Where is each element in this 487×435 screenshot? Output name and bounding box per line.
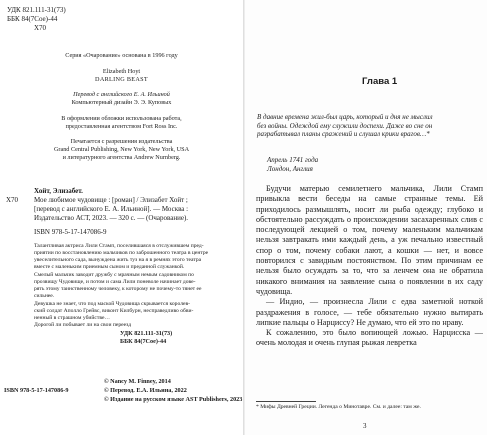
isbn-bottom: ISBN 978-5-17-147086-9 <box>4 387 69 394</box>
body-paragraph: К сожалению, это было вопиющей ложью. Нарцисска — очень молодая и очень глупая рыжая левретка <box>256 328 483 348</box>
page-number: 3 <box>363 422 367 430</box>
annotation-line: увеселительного сада, вынуждена жить туз на я в ремнях этого театра <box>34 257 202 263</box>
epigraph-line: В давние времена жил-был царь, который и дня не мыслил <box>257 113 433 121</box>
annotation-line: ненный в страшном убийстве… <box>34 315 111 321</box>
annotation-line: Дорогой ли побывает ли на свои переезд <box>34 322 132 328</box>
annotation-line: сильнее. <box>34 293 55 299</box>
isbn-catalog: ISBN 978-5-17-147086-9 <box>34 228 107 236</box>
udk-code-repeat: УДК 821.111-31(73) <box>120 330 173 337</box>
epigraph <box>257 113 479 139</box>
catalog-author: Хойт, Элизабет. <box>34 187 83 195</box>
place-line: Лондон, Англия <box>267 165 313 173</box>
bbk-code-repeat: ББК 84(7Сое)-44 <box>120 338 167 345</box>
catalog-line-2: Мое любимое чудовище : [роман] / Элизабет Хойт ; <box>34 196 188 204</box>
original-author: Elizabeth Hoyt <box>102 68 141 75</box>
annotation-line: рять этому таинственному человеку, к которому не почему-то тянет ее <box>34 286 202 292</box>
annotation-line: Девушка не знает, что под маской Чудовища скрывается королев- <box>34 301 190 307</box>
copyright-line: © Издание на русском языке AST Publishers, 2023 <box>104 396 243 403</box>
copyright-line: © Перевод. Е.А. Ильина, 2022 <box>104 387 187 394</box>
illustration-note-2: предоставленная агентством Fort Ross Inc. <box>65 123 178 130</box>
chapter-body <box>256 184 483 349</box>
illustration-note-1: В оформлении обложки использована работа, <box>61 115 182 122</box>
footnote: * Мифы Древней Греции. Легенда о Минотавре. См. и далее: там же. <box>256 404 421 410</box>
annotation-line: прозвищу Чудовище, и потом и сама Лили поневоле начинает дове- <box>34 279 196 285</box>
annotation-line: ский солдат Аполло Грейвс, виконт Килбурн, несправедливо обви- <box>34 308 194 314</box>
permission-note-1: Печатается с разрешения издательства <box>70 138 173 145</box>
chapter-title: Глава 1 <box>362 76 398 87</box>
bbk-code: ББК 84(7Сое)-44 <box>7 15 58 23</box>
catalog-line-4: Издательство АСТ, 2023. — 320 с. — (Очарование). <box>34 214 189 222</box>
epigraph-line: разрабатывал планы сражений и слушал крики врагов…* <box>257 130 430 139</box>
annotation-line: Смелый мальчик заводит дружбу с мрачным немым садовником по <box>34 272 194 278</box>
epigraph-line: без войны. Одеждой ему служили доспехи. Даже во сне он <box>257 121 433 130</box>
footnote-rule <box>256 401 316 402</box>
series-note: Серия «Очарование» основана в 1996 году <box>65 52 178 59</box>
permission-note-2: Grand Central Publishing, New York, New York, USA <box>53 146 190 153</box>
body-paragraph: Будучи матерью семилетнего мальчика, Лили Стамп привыкла вести беседы на самые странные темы. Ей приходилось размышлять, носит ли рыба одежду; глубоко и обстоятельно рассуждать о происхождении засахаренных слив с последующей лекцией о том, почему маленьким мальчикам нельзя завтракать ими каждый день, а уж печально известный спор о том, почему собаки лают, а кошки — нет, и вовсе повторился с завидным постоянством. По этим причинам ее нельзя было осуждать за то, что за ленчем она не обратила никакого внимания на заявление сына о появлении в их саду чудовища. <box>256 184 483 296</box>
catalog-line-3: [перевод с английского Е. А. Ильиной]. — Москва : <box>34 205 189 213</box>
left-page-imprint <box>0 0 243 435</box>
margin-author-mark: Х70 <box>6 196 19 204</box>
right-page-chapter <box>245 0 487 435</box>
cover-design-credit: Компьютерный дизайн Э. Э. Куповых <box>71 99 172 106</box>
permission-note-3: и литературного агентства Andrew Nurnberg. <box>62 154 181 161</box>
dateline: Апрель 1741 года <box>267 156 319 164</box>
annotation-line: вместе с маленьким приемным сыном и преданной служанкой. <box>34 264 185 270</box>
udk-code: УДК 821.111-31(73) <box>7 6 66 14</box>
copyright-line: © Nancy M. Finney, 2014 <box>104 378 171 385</box>
translation-credit: Перевод с английского Е. А. Ильиной <box>73 91 170 98</box>
author-mark: Х70 <box>34 24 47 32</box>
original-title: DARLING BEAST <box>95 76 148 83</box>
body-paragraph: — Индио, — произнесла Лили с едва заметной ноткой раздражения в голосе, — тебе обязательно нужно вытирать липкие пальцы о Нарциссу? Не думаю, что ей это по нраву. <box>256 297 483 327</box>
annotation-line: Талантливая актриса Лили Стамп, поселившаяся в отслужившем пред- <box>34 243 204 249</box>
annotation-line: приятии по восстановлению мальчиков по заброшенного театра в центре <box>34 250 209 256</box>
